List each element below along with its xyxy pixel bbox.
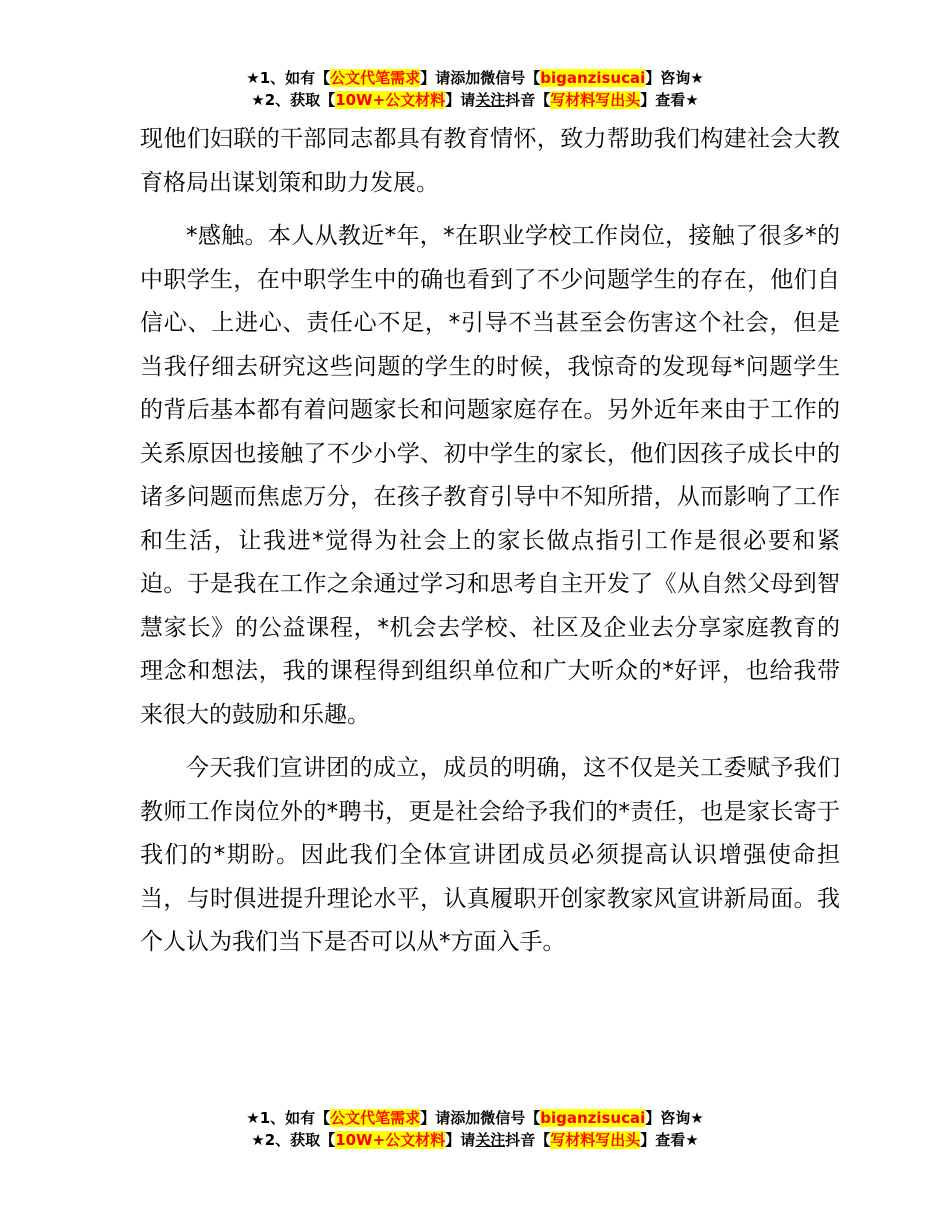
banner-text: 】查看★ <box>640 91 699 109</box>
banner-text: 抖音【 <box>505 91 551 109</box>
banner-text: 】请 <box>445 1131 476 1149</box>
banner-line-1 <box>0 1107 950 1129</box>
banner-highlight-materials: 10W+公文材料 <box>335 1131 446 1149</box>
banner-highlight-service: 公文代笔需求 <box>330 1109 421 1127</box>
paragraph-1: 现他们妇联的干部同志都具有教育情怀，致力帮助我们构建社会大教育格局出谋划策和助力发展。 <box>140 126 840 196</box>
banner-highlight-douyin: 写材料写出头 <box>550 1131 641 1149</box>
banner-text: 抖音【 <box>505 1131 551 1149</box>
banner-text: ★1、如有【 <box>246 1109 331 1127</box>
banner-highlight-materials: 10W+公文材料 <box>335 91 446 109</box>
banner-line-1 <box>0 67 950 89</box>
banner-text: ★1、如有【 <box>246 69 331 87</box>
banner-underline-follow: 关注 <box>475 91 506 109</box>
banner-highlight-wechat-id: biganzisucai <box>540 69 646 87</box>
banner-highlight-douyin: 写材料写出头 <box>550 91 641 109</box>
banner-text: 】请添加微信号【 <box>420 1109 541 1127</box>
banner-line-2 <box>0 1129 950 1151</box>
banner-line-2 <box>0 89 950 111</box>
paragraph-3: 今天我们宣讲团的成立，成员的明确，这不仅是关工委赋予我们教师工作岗位外的*聘书，更是社会给予我们的*责任，也是家长寄于我们的*期盼。因此我们全体宣讲团成员必须提高认识增强使命担当，与时俱进提升理论水平，认真履职开创家教家风宣讲新局面。我个人认为我们当下是否可以从*方面入手。 <box>140 755 840 955</box>
banner-highlight-wechat-id: biganzisucai <box>540 1109 646 1127</box>
banner-text: 】咨询★ <box>645 69 704 87</box>
header-banner <box>0 67 950 111</box>
banner-text: 】查看★ <box>640 1131 699 1149</box>
banner-text: ★2、获取【 <box>251 1131 336 1149</box>
footer-banner <box>0 1107 950 1151</box>
banner-text: 】请添加微信号【 <box>420 69 541 87</box>
banner-underline-follow: 关注 <box>475 1131 506 1149</box>
document-body <box>140 118 840 965</box>
banner-text: 】请 <box>445 91 476 109</box>
paragraph-2: *感触。本人从教近*年，*在职业学校工作岗位，接触了很多*的中职学生，在中职学生中的确也看到了不少问题学生的存在，他们自信心、上进心、责任心不足，*引导不当甚至会伤害这个社会，但是当我仔细去研究这些问题的学生的时候，我惊奇的发现每*问题学生的背后基本都有着问题家长和问题家庭存在。另外近年来由于工作的关系原因也接触了不少小学、初中学生的家长，他们因孩子成长中的诸多问题而焦虑万分，在孩子教育引导中不知所措，从而影响了工作和生活，让我进*觉得为社会上的家长做点指引工作是很必要和紧迫。于是我在工作之余通过学习和思考自主开发了《从自然父母到智慧家长》的公益课程，*机会去学校、社区及企业去分享家庭教育的理念和想法，我的课程得到组织单位和广大听众的*好评，也给我带来很大的鼓励和乐趣。 <box>140 223 840 728</box>
banner-highlight-service: 公文代笔需求 <box>330 69 421 87</box>
banner-text: 】咨询★ <box>645 1109 704 1127</box>
banner-text: ★2、获取【 <box>251 91 336 109</box>
